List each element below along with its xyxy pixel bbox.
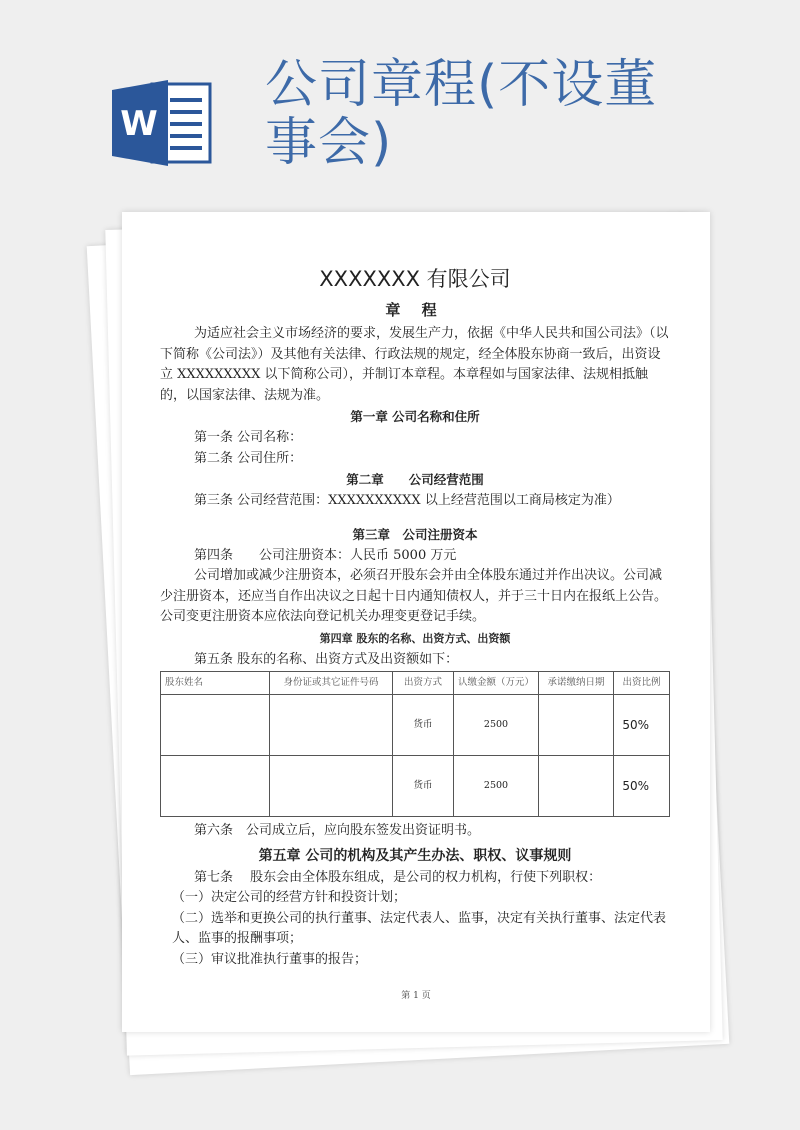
article-6: 第六条 公司成立后，应向股东签发出资证明书。 — [194, 823, 481, 838]
table-cell — [161, 756, 270, 817]
article-7: 第七条 股东会由全体股东组成，是公司的权力机构，行使下列职权： — [194, 869, 602, 885]
table-cell — [270, 695, 393, 756]
table-cell: 货币 — [393, 756, 454, 817]
chapter-4: 第四章 股东的名称、出资方式、出资额 — [319, 631, 511, 645]
table-cell — [539, 695, 614, 756]
article-1: 第一条 公司名称： — [194, 430, 303, 445]
table-header: 身份证或其它证件号码 — [270, 672, 393, 695]
table-cell: 2500 — [454, 756, 539, 817]
table-cell: 50% — [614, 695, 670, 756]
chapter-2: 第二章 公司经营范围 — [346, 472, 484, 487]
table-header: 出资比例 — [614, 672, 670, 695]
doc-heading: 章 程 — [385, 301, 445, 319]
table-cell: 货币 — [393, 695, 454, 756]
table-row — [161, 756, 670, 817]
table-header: 股东姓名 — [161, 672, 270, 695]
article-5: 第五条 股东的名称、出资方式及出资额如下： — [194, 651, 459, 667]
chapter-1: 第一章 公司名称和住所 — [350, 409, 480, 424]
table-cell — [270, 756, 393, 817]
table-header: 认缴金额（万元） — [454, 672, 539, 695]
svg-text:W: W — [120, 104, 158, 144]
list-item: （三）审议批准执行董事的报告； — [172, 951, 368, 967]
table-header: 承诺缴纳日期 — [539, 672, 614, 695]
table-cell — [161, 695, 270, 756]
list-item: （一）决定公司的经营方针和投资计划； — [172, 890, 407, 905]
intro-paragraph: 为适应社会主义市场经济的要求，发展生产力，依据《中华人民共和国公司法》（以下简称《公司法》）及其他有关法律、行政法规的规定，经全体股东协商一致后，出资设立 XXXXXXXXX 以下简称公司），并制订本章程。本章程如与国家法律、法规相抵触的，以国家法律、法规为准。 — [160, 326, 669, 403]
table-cell: 2500 — [454, 695, 539, 756]
word-icon — [112, 80, 212, 166]
chapter-5: 第五章 公司的机构及其产生办法、职权、议事规则 — [258, 847, 572, 864]
list-item: （二）选举和更换公司的执行董事、法定代表人、监事，决定有关执行董事、法定代表人、监事的报酬事项； — [172, 910, 667, 946]
table-header-row — [161, 672, 670, 695]
document-body — [160, 262, 670, 970]
article-3: 第三条 公司经营范围：XXXXXXXXXX 以上经营范围以工商局核定为准） — [194, 493, 620, 508]
table-row — [161, 695, 670, 756]
shareholder-table — [160, 671, 670, 817]
company-name: XXXXXXX 有限公司 — [319, 267, 511, 291]
table-cell — [539, 756, 614, 817]
chapter-3: 第三章 公司注册资本 — [352, 526, 478, 542]
article-4-detail: 公司增加或减少注册资本，必须召开股东会并由全体股东通过并作出决议。公司减少注册资本，还应当自作出决议之日起十日内通知债权人，并于三十日内在报纸上公告。公司变更注册资本应依法向登记机关办理变更登记手续。 — [160, 568, 668, 624]
article-4: 第四条 公司注册资本：人民币 5000 万元 — [194, 547, 457, 563]
page-number: 第 1 页 — [401, 991, 431, 1001]
page-title: 公司章程(不设董事会) — [265, 55, 658, 173]
article-2: 第二条 公司住所： — [194, 450, 303, 466]
table-cell: 50% — [614, 756, 670, 817]
table-header: 出资方式 — [393, 672, 454, 695]
